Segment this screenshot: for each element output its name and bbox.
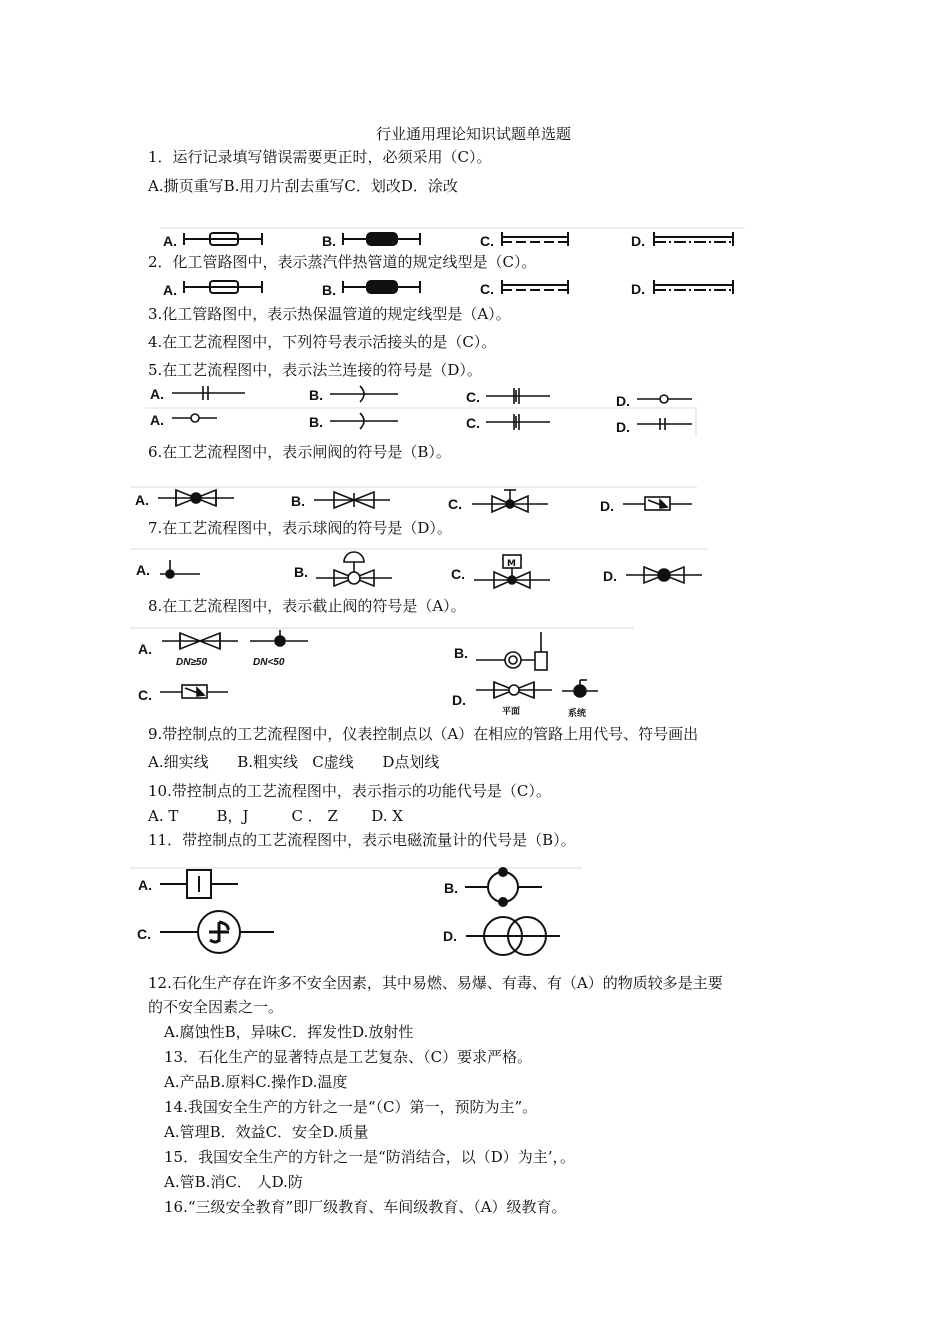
fig5-label-c: C. bbox=[448, 496, 462, 512]
question-10: 10.带控制点的工艺流程图中，表示指示的功能代号是（C）。 bbox=[148, 782, 551, 800]
fig3-label-a: A. bbox=[150, 386, 164, 402]
fig8-label-b: B. bbox=[444, 880, 458, 896]
fig6-label-c: C. bbox=[451, 566, 465, 582]
question-3: 3.化工管路图中，表示热保温管道的规定线型是（A）。 bbox=[148, 305, 511, 323]
connection-figure-2 bbox=[145, 408, 697, 437]
fig2-label-b: B. bbox=[322, 282, 336, 298]
fig6-motor-label: M bbox=[507, 559, 516, 569]
fig6-label-d: D. bbox=[603, 568, 617, 584]
question-1: 1．运行记录填写错误需要更正时，必须采用（C）。 bbox=[148, 148, 492, 166]
fig4-label-c: C. bbox=[466, 415, 480, 431]
question-16: 16.“三级安全教育”即厂级教育、车间级教育、（A）级教育。 bbox=[164, 1198, 567, 1216]
fig3-label-c: C. bbox=[466, 389, 480, 405]
fig7-label-c: C. bbox=[138, 687, 152, 703]
question-2: 2．化工管路图中，表示蒸汽伴热管道的规定线型是（C）。 bbox=[148, 253, 537, 271]
question-10-options: A. T B，J C ． Z D. X bbox=[148, 807, 403, 825]
question-1-options: A.撕页重写B.用刀片刮去重写C．划改D．涂改 bbox=[148, 177, 458, 195]
flowmeter-figure bbox=[130, 868, 582, 955]
line-type-figure-2 bbox=[163, 280, 733, 298]
fig1-label-a: A. bbox=[163, 233, 177, 249]
question-9: 9.带控制点的工艺流程图中，仪表控制点以（A）在相应的管路上用代号、符号画出 bbox=[148, 725, 699, 743]
fig8-label-c: C. bbox=[137, 926, 151, 942]
page-title: 行业通用理论知识试题单选题 bbox=[376, 125, 572, 143]
fig2-label-c: C. bbox=[480, 281, 494, 297]
fig4-label-a: A. bbox=[150, 412, 164, 428]
fig7-label-a: A. bbox=[138, 641, 152, 657]
fig5-label-a: A. bbox=[135, 492, 149, 508]
fig2-label-d: D. bbox=[631, 281, 645, 297]
fig1-label-d: D. bbox=[631, 233, 645, 249]
fig3-label-b: B. bbox=[309, 387, 323, 403]
dn-lt50-label: DN<50 bbox=[253, 657, 285, 668]
fig6-label-a: A. bbox=[136, 562, 150, 578]
question-5: 5.在工艺流程图中，表示法兰连接的符号是（D）。 bbox=[148, 361, 482, 379]
question-7: 7.在工艺流程图中，表示球阀的符号是（D）。 bbox=[148, 519, 452, 537]
system-view-label: 系统 bbox=[568, 709, 587, 719]
connection-figure-1 bbox=[150, 386, 692, 409]
fig4-label-b: B. bbox=[309, 414, 323, 430]
fig7-label-d: D. bbox=[452, 692, 466, 708]
plan-view-label: 平面 bbox=[502, 707, 521, 717]
fig4-label-d: D. bbox=[616, 419, 630, 435]
question-14-options: A.管理B．效益C．安全D.质量 bbox=[164, 1123, 369, 1141]
fig5-label-d: D. bbox=[600, 498, 614, 514]
question-14: 14.我国安全生产的方针之一是“（C）第一，预防为主”。 bbox=[164, 1098, 538, 1116]
question-6: 6.在工艺流程图中，表示闸阀的符号是（B）。 bbox=[148, 443, 451, 461]
question-8: 8.在工艺流程图中，表示截止阀的符号是（A）。 bbox=[148, 597, 466, 615]
fig7-label-b: B. bbox=[454, 645, 468, 661]
question-12-options: A.腐蚀性B，异味C．挥发性D.放射性 bbox=[164, 1023, 414, 1041]
fig1-label-c: C. bbox=[480, 233, 494, 249]
question-11: 11．带控制点的工艺流程图中，表示电磁流量计的代号是（B）。 bbox=[148, 831, 576, 849]
dn-ge50-label: DN≥50 bbox=[176, 657, 208, 668]
gate-valve-figure bbox=[130, 487, 697, 514]
question-12: 12.石化生产存在许多不安全因素，其中易燃、易爆、有毒、有（A）的物质较多是主要 bbox=[148, 974, 723, 992]
question-12-cont: 的不安全因素之一。 bbox=[148, 998, 284, 1016]
ball-valve-figure bbox=[130, 549, 708, 588]
fig1-label-b: B. bbox=[322, 233, 336, 249]
question-4: 4.在工艺流程图中，下列符号表示活接头的是（C）。 bbox=[148, 333, 497, 351]
fig8-label-d: D. bbox=[443, 928, 457, 944]
fig6-label-b: B. bbox=[294, 564, 308, 580]
fig5-label-b: B. bbox=[291, 493, 305, 509]
fig8-label-a: A. bbox=[138, 877, 152, 893]
globe-valve-figure bbox=[130, 628, 634, 719]
question-13-options: A.产品B.原料C.操作D.温度 bbox=[164, 1073, 348, 1091]
fig3-label-d: D. bbox=[616, 393, 630, 409]
question-9-options: A.细实线 B.粗实线 C虚线 D点划线 bbox=[148, 753, 440, 771]
line-type-figure-1 bbox=[160, 228, 745, 249]
fig2-label-a: A. bbox=[163, 282, 177, 298]
question-15-options: A.管B.消C． 人D.防 bbox=[164, 1173, 303, 1191]
question-13: 13．石化生产的显著特点是工艺复杂、（C）要求严格。 bbox=[164, 1048, 533, 1066]
question-15: 15．我国安全生产的方针之一是“防消结合，以（D）为主’，。 bbox=[164, 1148, 576, 1166]
